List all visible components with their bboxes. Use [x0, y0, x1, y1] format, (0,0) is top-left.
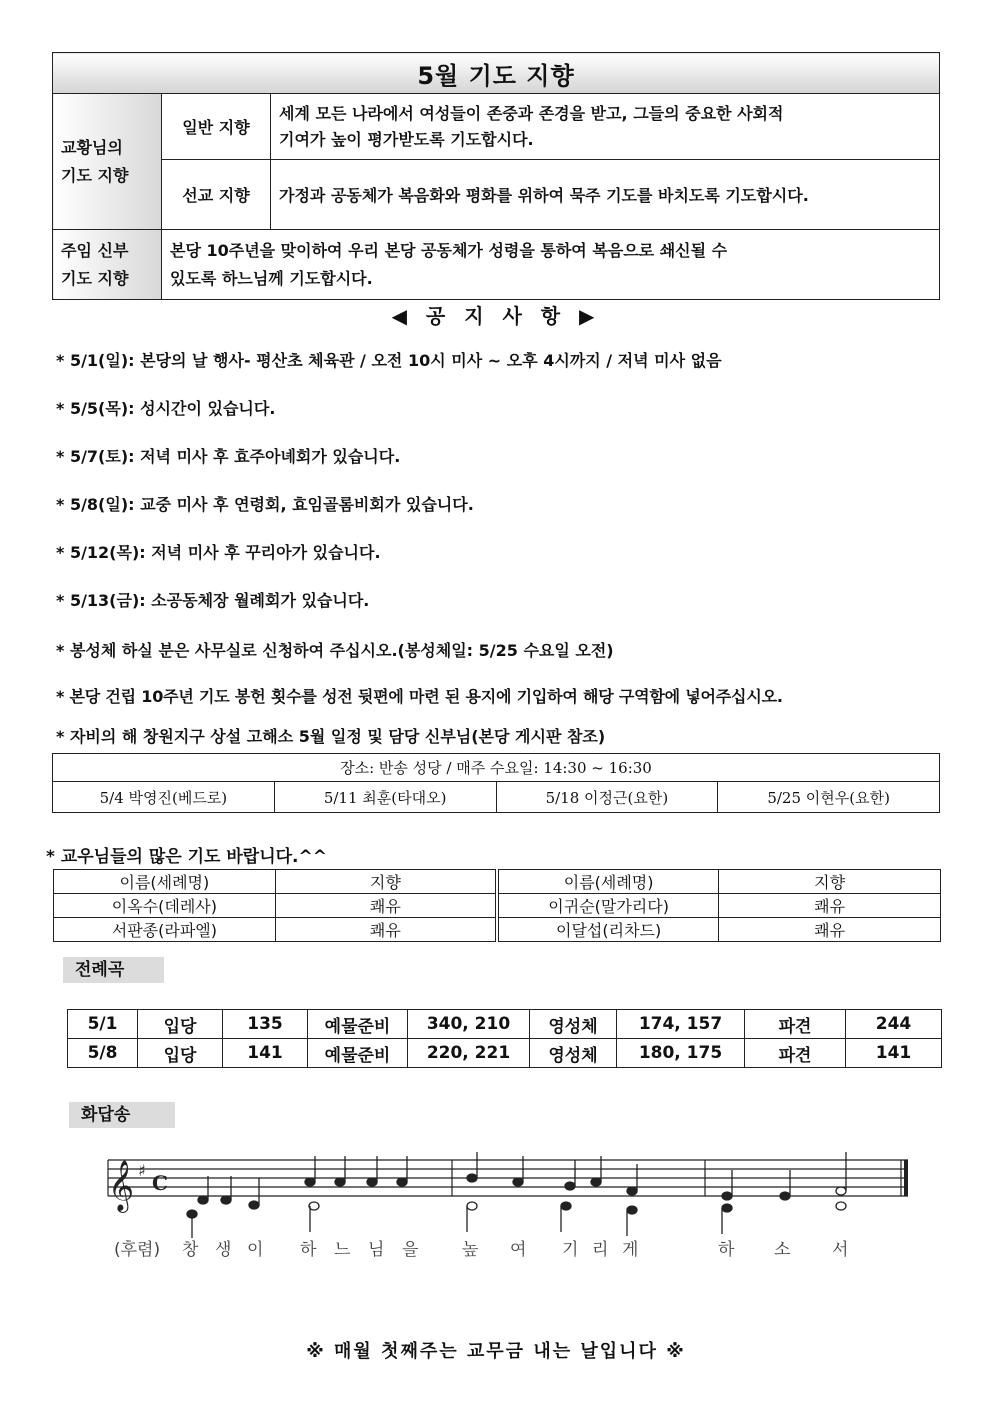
table-row	[54, 894, 941, 918]
column-header: 지향	[275, 870, 497, 894]
offertory-label: 예물준비	[308, 1010, 408, 1039]
lyric-syllable: 님	[368, 1240, 385, 1260]
lyric-syllable: 여	[510, 1240, 527, 1260]
notices-heading: ◀ 공 지 사 항 ▶	[391, 304, 601, 328]
entrance-label: 입당	[138, 1039, 223, 1068]
intent-cell: 쾌유	[719, 918, 941, 942]
name-cell: 이귀순(말가리다)	[497, 894, 719, 918]
entrance-number: 135	[223, 1010, 308, 1039]
notice-item: * 본당 건립 10주년 기도 봉헌 횟수를 성전 뒷편에 마련 된 용지에 기입하여 해당 구역함에 넣어주십시오.	[56, 687, 783, 706]
music-score	[100, 1148, 920, 1248]
prayer-request-heading: * 교우님들의 많은 기도 바랍니다.^^	[46, 847, 327, 867]
lyric-syllable: 소	[774, 1240, 791, 1260]
notice-item: * 5/8(일): 교중 미사 후 연령회, 효임골롬비회가 있습니다.	[56, 495, 474, 514]
lyric-syllable: 기	[562, 1240, 579, 1260]
notice-item: * 5/5(목): 성시간이 있습니다.	[56, 399, 276, 418]
svg-text:♯: ♯	[138, 1161, 146, 1180]
dismissal-label: 파견	[745, 1010, 846, 1039]
mission-intention-text: 가정과 공동체가 복음화와 평화를 위하여 묵주 기도를 바치도록 기도합시다.	[271, 160, 940, 230]
dismissal-label: 파견	[745, 1039, 846, 1068]
prayer-intentions-table	[52, 52, 940, 300]
general-intention-label: 일반 지향	[162, 94, 271, 160]
notice-item: * 자비의 해 창원지구 상설 고해소 5월 일정 및 담당 신부님(본당 게시판 참조)	[56, 727, 606, 746]
entrance-label: 입당	[138, 1010, 223, 1039]
confession-header: 장소: 반송 성당 / 매주 수요일: 14:30 ~ 16:30	[53, 754, 940, 782]
communion-number: 174, 157	[617, 1010, 745, 1039]
lyric-syllable: 하	[300, 1240, 317, 1260]
confession-cell: 5/11 최훈(타대오)	[274, 782, 496, 813]
offertory-number: 340, 210	[408, 1010, 530, 1039]
lyric-syllable: 느	[334, 1240, 351, 1260]
svg-text:𝄞: 𝄞	[108, 1160, 135, 1211]
intent-cell: 쾌유	[275, 918, 497, 942]
lyric-syllable: 을	[402, 1240, 419, 1260]
lyric-syllable: 리	[592, 1240, 609, 1260]
communion-label: 영성체	[530, 1039, 617, 1068]
confession-schedule-table	[52, 753, 940, 813]
page-title: 5월 기도 지향	[53, 53, 940, 94]
offertory-number: 220, 221	[408, 1039, 530, 1068]
communion-label: 영성체	[530, 1010, 617, 1039]
communion-number: 180, 175	[617, 1039, 745, 1068]
intent-cell: 쾌유	[719, 894, 941, 918]
pastor-intention-label: 주임 신부 기도 지향	[53, 230, 162, 300]
column-header: 이름(세례명)	[497, 870, 719, 894]
notice-item: * 5/13(금): 소공동체장 월례회가 있습니다.	[56, 591, 370, 610]
notice-item: * 봉성체 하실 분은 사무실로 신청하여 주십시오.(봉성체일: 5/25 수요일 오전)	[56, 641, 614, 660]
lyric-syllable: 창	[182, 1240, 199, 1260]
table-row	[54, 918, 941, 942]
table-row	[68, 1039, 942, 1068]
lyric-syllable: 서	[832, 1240, 849, 1260]
confession-cell: 5/25 이현우(요한)	[718, 782, 940, 813]
liturgy-label: 전례곡	[63, 957, 164, 983]
lyric-syllable: 높	[462, 1240, 479, 1260]
footer-note: ※ 매월 첫째주는 교무금 내는 날입니다 ※	[306, 1341, 686, 1362]
intent-cell: 쾌유	[275, 894, 497, 918]
liturgy-songs-table	[67, 1009, 942, 1068]
name-cell: 이달섭(리차드)	[497, 918, 719, 942]
lyric-syllable: 생	[215, 1240, 232, 1260]
entrance-number: 141	[223, 1039, 308, 1068]
date-cell: 5/1	[68, 1010, 138, 1039]
psalm-label: 화답송	[69, 1102, 175, 1128]
offertory-label: 예물준비	[308, 1039, 408, 1068]
column-header: 지향	[719, 870, 941, 894]
prayer-request-table	[53, 869, 941, 942]
refrain-label: (후렴)	[114, 1240, 161, 1260]
lyric-syllable: 게	[622, 1240, 639, 1260]
name-cell: 이옥수(데레사)	[54, 894, 276, 918]
dismissal-number: 244	[846, 1010, 942, 1039]
mission-intention-label: 선교 지향	[162, 160, 271, 230]
notice-item: * 5/7(토): 저녁 미사 후 효주아녜회가 있습니다.	[56, 447, 401, 466]
notice-item: * 5/12(목): 저녁 미사 후 꾸리아가 있습니다.	[56, 543, 381, 562]
svg-text:C: C	[152, 1171, 168, 1195]
dismissal-number: 141	[846, 1039, 942, 1068]
pope-intention-label: 교황님의 기도 지향	[53, 94, 162, 230]
confession-cell: 5/4 박영진(베드로)	[53, 782, 275, 813]
notice-item: * 5/1(일): 본당의 날 행사- 평산초 체육관 / 오전 10시 미사 ~ 오후 4시까지 / 저녁 미사 없음	[56, 351, 722, 370]
date-cell: 5/8	[68, 1039, 138, 1068]
column-header: 이름(세례명)	[54, 870, 276, 894]
lyric-syllable: 이	[247, 1240, 264, 1260]
table-row	[68, 1010, 942, 1039]
confession-cell: 5/18 이정근(요한)	[496, 782, 718, 813]
pastor-intention-text: 본당 10주년을 맞이하여 우리 본당 공동체가 성령을 통하여 복음으로 쇄신될 수 있도록 하느님께 기도합시다.	[162, 230, 940, 300]
general-intention-text: 세계 모든 나라에서 여성들이 존중과 존경을 받고, 그들의 중요한 사회적 기여가 높이 평가받도록 기도합시다.	[271, 94, 940, 160]
lyric-syllable: 하	[718, 1240, 735, 1260]
name-cell: 서판종(라파엘)	[54, 918, 276, 942]
